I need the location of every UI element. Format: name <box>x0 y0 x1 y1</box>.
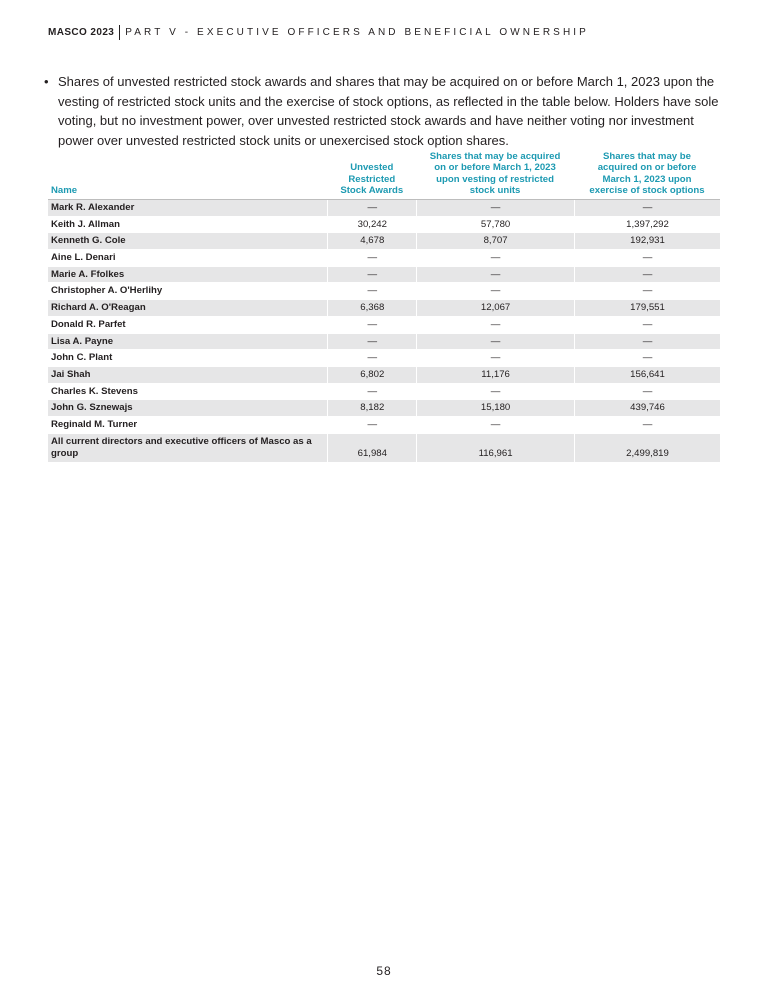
option-shares-value: 439,746 <box>574 400 720 417</box>
table-row <box>48 283 720 300</box>
unvested-restricted-stock-value: 8,182 <box>327 400 416 417</box>
unvested-restricted-stock-value: — <box>327 200 416 217</box>
rsu-shares-value: — <box>416 250 574 267</box>
rsu-shares-value: 116,961 <box>416 434 574 463</box>
rsu-shares-value: — <box>416 200 574 217</box>
table-row <box>48 334 720 351</box>
table-header-row <box>48 150 720 200</box>
holder-name: Marie A. Ffolkes <box>48 267 327 284</box>
unvested-restricted-stock-value: — <box>327 250 416 267</box>
rsu-shares-value: — <box>416 334 574 351</box>
bullet-symbol: • <box>44 74 49 89</box>
table-row <box>48 217 720 234</box>
holder-name: Lisa A. Payne <box>48 334 327 351</box>
rsu-shares-value: — <box>416 283 574 300</box>
option-shares-value: 179,551 <box>574 300 720 317</box>
rsu-shares-value: — <box>416 350 574 367</box>
footnote-text: Shares of unvested restricted stock awards and shares that may be acquired on or before March 1, 2023 upon the vesting of restricted stock units and the exercise of stock options, as reflected in the table below. Holders have sole voting, but no investment power, over unvested restricted stock awards and have neither voting nor investment power over unvested restricted stock units or unexercised stock option shares. <box>58 74 719 148</box>
option-shares-value: — <box>574 334 720 351</box>
column-header-rsu: Shares that may be acquired on or before March 1, 2023 upon vesting of restricted stock units <box>416 150 574 200</box>
holder-name: Keith J. Allman <box>48 217 327 234</box>
unvested-restricted-stock-value: — <box>327 283 416 300</box>
table-row <box>48 317 720 334</box>
holder-name: Reginald M. Turner <box>48 417 327 434</box>
rsu-shares-value: — <box>416 384 574 401</box>
table-row <box>48 267 720 284</box>
unvested-restricted-stock-value: — <box>327 384 416 401</box>
column-header-name: Name <box>48 150 327 200</box>
rsu-shares-value: — <box>416 267 574 284</box>
unvested-restricted-stock-value: — <box>327 267 416 284</box>
report-brand: MASCO 2023 <box>48 26 115 38</box>
rsu-shares-value: — <box>416 417 574 434</box>
rsu-shares-value: 15,180 <box>416 400 574 417</box>
table-row <box>48 200 720 217</box>
table-row <box>48 400 720 417</box>
option-shares-value: — <box>574 417 720 434</box>
option-shares-value: — <box>574 283 720 300</box>
header-divider <box>119 25 120 40</box>
unvested-restricted-stock-value: — <box>327 334 416 351</box>
rsu-shares-value: 11,176 <box>416 367 574 384</box>
holder-name: Jai Shah <box>48 367 327 384</box>
beneficial-ownership-table <box>48 150 720 463</box>
rsu-shares-value: — <box>416 317 574 334</box>
option-shares-value: 192,931 <box>574 233 720 250</box>
unvested-restricted-stock-value: — <box>327 317 416 334</box>
column-header-unvested: Unvested Restricted Stock Awards <box>327 150 416 200</box>
holder-name: Charles K. Stevens <box>48 384 327 401</box>
holder-name: Richard A. O'Reagan <box>48 300 327 317</box>
rsu-shares-value: 8,707 <box>416 233 574 250</box>
holder-name: Kenneth G. Cole <box>48 233 327 250</box>
table-row <box>48 250 720 267</box>
unvested-restricted-stock-value: 61,984 <box>327 434 416 463</box>
option-shares-value: — <box>574 317 720 334</box>
option-shares-value: — <box>574 200 720 217</box>
option-shares-value: 156,641 <box>574 367 720 384</box>
holder-name: Aine L. Denari <box>48 250 327 267</box>
rsu-shares-value: 12,067 <box>416 300 574 317</box>
option-shares-value: — <box>574 250 720 267</box>
rsu-shares-value: 57,780 <box>416 217 574 234</box>
holder-name: John G. Sznewajs <box>48 400 327 417</box>
option-shares-value: — <box>574 350 720 367</box>
table-row <box>48 417 720 434</box>
table-total-row <box>48 434 720 463</box>
holder-name: Christopher A. O'Herlihy <box>48 283 327 300</box>
option-shares-value: 1,397,292 <box>574 217 720 234</box>
unvested-restricted-stock-value: 4,678 <box>327 233 416 250</box>
unvested-restricted-stock-value: 30,242 <box>327 217 416 234</box>
table-body <box>48 200 720 463</box>
table-row <box>48 367 720 384</box>
holder-name: John C. Plant <box>48 350 327 367</box>
option-shares-value: 2,499,819 <box>574 434 720 463</box>
holder-name: Donald R. Parfet <box>48 317 327 334</box>
table-row <box>48 233 720 250</box>
table-row <box>48 384 720 401</box>
unvested-restricted-stock-value: 6,368 <box>327 300 416 317</box>
table-row <box>48 300 720 317</box>
unvested-restricted-stock-value: — <box>327 350 416 367</box>
unvested-restricted-stock-value: 6,802 <box>327 367 416 384</box>
column-header-options: Shares that may be acquired on or before March 1, 2023 upon exercise of stock options <box>574 150 720 200</box>
page-number: 58 <box>376 964 392 978</box>
footnote-bullet <box>44 72 724 150</box>
unvested-restricted-stock-value: — <box>327 417 416 434</box>
holder-name: All current directors and executive officers of Masco as a group <box>48 434 327 463</box>
running-header <box>48 24 589 40</box>
option-shares-value: — <box>574 384 720 401</box>
option-shares-value: — <box>574 267 720 284</box>
holder-name: Mark R. Alexander <box>48 200 327 217</box>
table-row <box>48 350 720 367</box>
section-title: PART V - EXECUTIVE OFFICERS AND BENEFICIAL OWNERSHIP <box>125 26 589 38</box>
